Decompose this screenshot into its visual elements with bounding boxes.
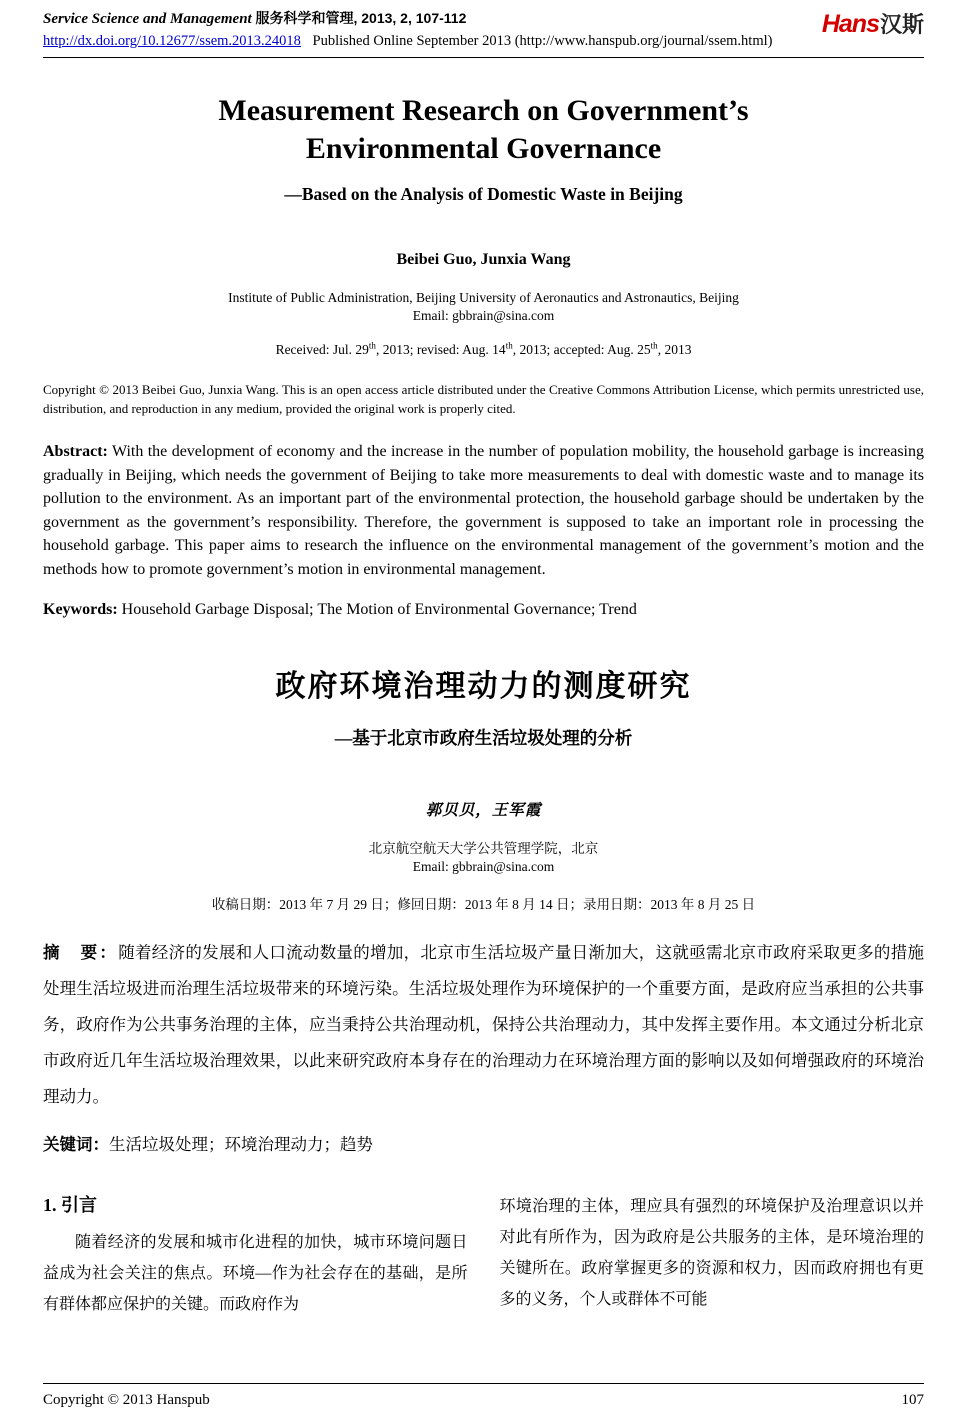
received-sup: th (505, 340, 513, 351)
article-title-cn: 政府环境治理动力的测度研究 (275, 670, 692, 703)
footer-copyright: Copyright © 2013 Hanspub (43, 1392, 210, 1408)
affiliation-en-line: Institute of Public Administration, Beijing University of Aeronautics and Astronautics, Beijing (228, 290, 739, 305)
email-en: Email: gbbrain@sina.com (412, 308, 555, 323)
page-footer (43, 1383, 924, 1409)
abstract-cn-label: 摘 要： (43, 943, 119, 962)
body-columns (43, 1191, 924, 1320)
body-paragraph-left: 随着经济的发展和城市化进程的加快，城市环境问题日益成为社会关注的焦点。环境—作为社会存在的基础，是所有群体都应保护的关键。而政府作为 (43, 1234, 468, 1313)
affiliation-cn (43, 840, 924, 876)
hans-logo-en: Hans (821, 10, 879, 38)
keywords-cn-label: 关键词： (43, 1135, 109, 1154)
received-part: , 2013 (657, 342, 692, 357)
abstract-label: Abstract: (43, 443, 108, 460)
received-part: , 2013; accepted: Aug. 25 (512, 342, 651, 357)
hans-logo-cn: 汉斯 (879, 12, 924, 37)
published-info: Published Online September 2013 (http://www.hanspub.org/journal/ssem.html) (312, 33, 773, 49)
doi-line (43, 31, 772, 51)
abstract-text: With the development of economy and the increase in the number of population mobility, the household garbage is increasing gradually in Beijing, which needs the government of Beijing to take more measurements to deal with domestic waste and to manage its pollution to the environment. As an important part of the environmental protection, the household garbage should be undertaken by the government as the government’s responsibility. Therefore, the government is supposed to take an important role in processing the household garbage. This paper aims to research the influence on the environmental management of the government’s motion and the methods how to promote government’s motion in environmental management. (43, 443, 924, 578)
journal-volume-info: 服务科学和管理, 2013, 2, 107-112 (255, 10, 467, 26)
keywords-label: Keywords: (43, 601, 118, 618)
keywords-text: Household Garbage Disposal; The Motion of Environmental Governance; Trend (117, 601, 637, 618)
abstract-en (43, 440, 924, 581)
footer-page-number: 107 (901, 1392, 924, 1408)
keywords-en (43, 601, 924, 619)
journal-name: Service Science and Management (43, 11, 252, 27)
dates-cn: 收稿日期：2013 年 7 月 29 日；修回日期：2013 年 8 月 14 日；录用日期：2013 年 8 月 25 日 (211, 897, 756, 912)
license-notice: Copyright © 2013 Beibei Guo, Junxia Wang. This is an open access article distributed under the Creative Commons Attribution License, which permits unrestricted use, distribution, and reproduction in any medium, provided the original work is properly cited. (43, 382, 924, 416)
doi-link[interactable]: http://dx.doi.org/10.12677/ssem.2013.24018 (43, 33, 301, 49)
received-part: Received: Jul. 29 (275, 342, 369, 357)
left-column (43, 1191, 468, 1320)
email-cn: Email: gbbrain@sina.com (412, 859, 555, 874)
affiliation-cn-line: 北京航空航天大学公共管理学院，北京 (368, 841, 599, 856)
body-paragraph-right: 环境治理的主体，理应具有强烈的环境保护及治理意识以并对此有所作为，因为政府是公共服务的主体，是环境治理的关键所在。政府掌握更多的资源和权力，因而政府拥也有更多的义务，个人或群体不可能 (499, 1198, 924, 1308)
keywords-cn-text: 生活垃圾处理；环境治理动力；趋势 (109, 1135, 373, 1154)
article-subtitle-cn: —基于北京市政府生活垃圾处理的分析 (334, 728, 633, 748)
article-title-en (43, 92, 924, 168)
abstract-cn (43, 935, 924, 1115)
keywords-cn (43, 1127, 924, 1163)
header-divider (43, 57, 924, 58)
journal-header (43, 8, 924, 51)
authors-en: Beibei Guo, Junxia Wang (396, 251, 571, 268)
journal-header-left (43, 8, 772, 51)
journal-line (43, 8, 772, 29)
article-title-line1: Measurement Research on Government’s (218, 94, 749, 127)
received-sup: th (368, 340, 376, 351)
section-heading: 1. 引言 (43, 1195, 97, 1215)
article-title-line2: Environmental Governance (305, 132, 662, 165)
received-dates (43, 342, 924, 358)
received-sup: th (650, 340, 658, 351)
hans-logo (822, 8, 924, 39)
right-column (500, 1191, 925, 1320)
abstract-cn-text: 随着经济的发展和人口流动数量的增加，北京市生活垃圾产量日渐加大，这就亟需北京市政府采取更多的措施处理生活垃圾进而治理生活垃圾带来的环境污染。生活垃圾处理作为环境保护的一个重要方面，是政府应当承担的公共事务，政府作为公共事务治理的主体，应当秉持公共治理动机，保持公共治理动力，其中发挥主要作用。本文通过分析北京市政府近几年生活垃圾治理效果，以此来研究政府本身存在的治理动力在环境治理方面的影响以及如何增强政府的环境治理动力。 (43, 943, 925, 1106)
received-part: , 2013; revised: Aug. 14 (375, 342, 506, 357)
affiliation-en (43, 289, 924, 325)
authors-cn: 郭贝贝，王军霞 (425, 802, 542, 819)
article-subtitle-en: —Based on the Analysis of Domestic Waste in Beijing (284, 184, 683, 204)
